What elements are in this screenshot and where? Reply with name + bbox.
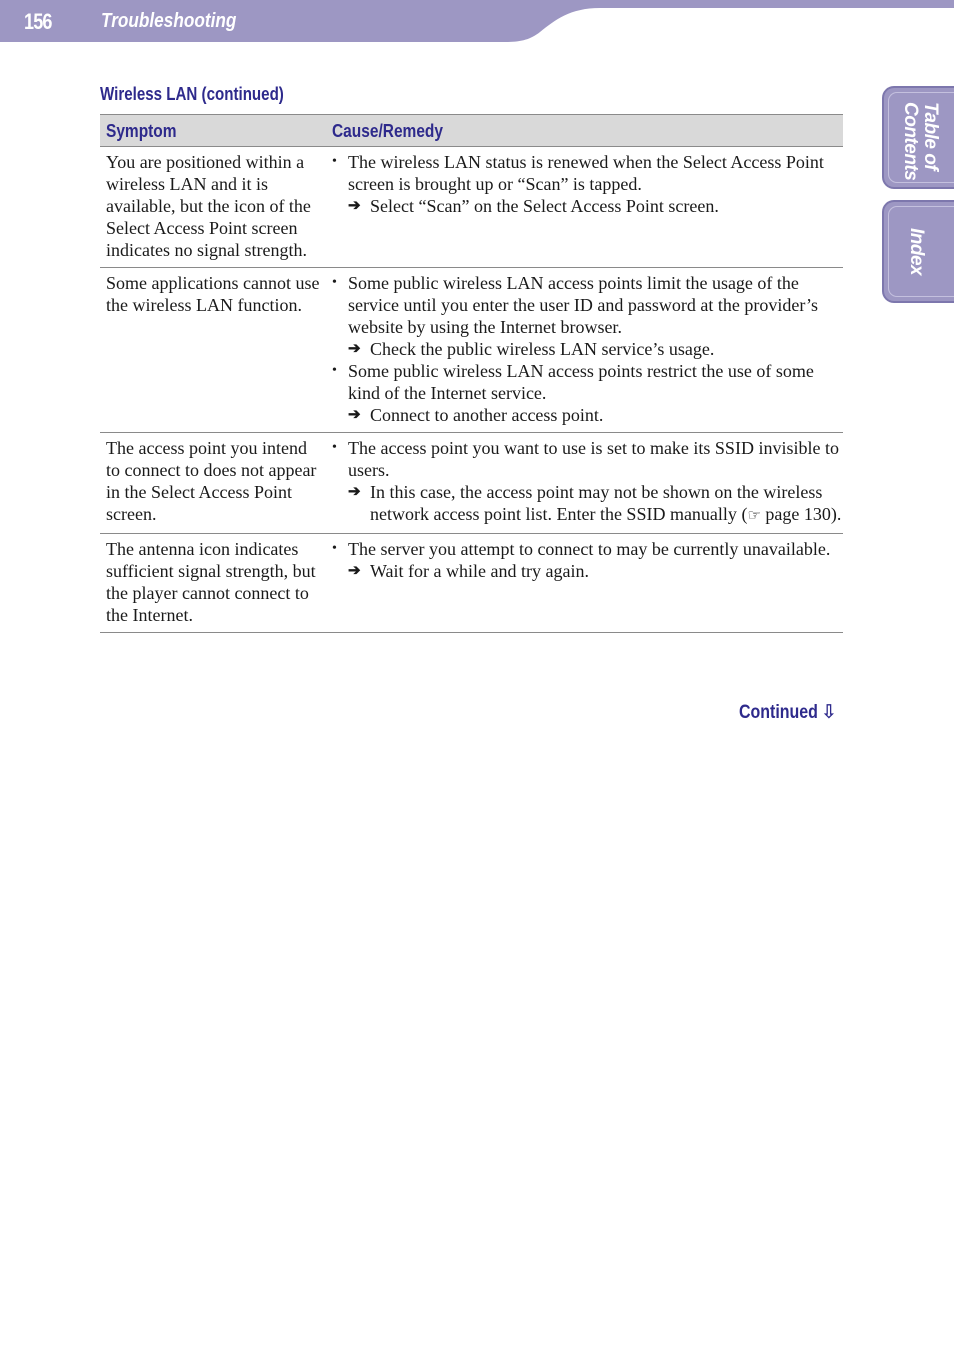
cause-item: • The server you attempt to connect to may be currently unavailable. [332,539,831,559]
remedy-item: ➔ Connect to another access point. [348,405,604,425]
remedy-item: ➔ Check the public wireless LAN service’s usage. [348,339,715,359]
remedy-item: ➔ Wait for a while and try again. [348,561,589,581]
table-row [100,268,843,433]
symptom-cell: You are positioned within a wireless LAN and it is available, but the icon of the Select Access Point screen indicates no signal strength. [100,147,326,268]
symptom-cell: Some applications cannot use the wireless LAN function. [100,268,326,433]
bullet-icon: • [332,154,337,169]
bullet-icon: • [332,541,337,556]
symptom-cell: The access point you intend to connect to does not appear in the Select Access Point screen. [100,433,326,534]
arrow-right-icon: ➔ [348,407,361,423]
cause-item: • The access point you want to use is set to make its SSID invisible to users. [332,438,839,480]
table-of-contents-label: Table of Contents [900,102,941,181]
bullet-icon: • [332,275,337,290]
cause-item: • The wireless LAN status is renewed when the Select Access Point screen is brought up or “Scan” is tapped. [332,152,824,194]
cause-remedy-cell [326,433,843,534]
cause-remedy-cell [326,534,843,633]
cause-item: • Some public wireless LAN access points restrict the use of some kind of the Internet service. [332,361,814,403]
bullet-icon: • [332,363,337,378]
continued-label: Continued [739,701,818,723]
index-label: Index [906,228,927,276]
symptom-cell: The antenna icon indicates sufficient signal strength, but the player cannot connect to the Internet. [100,534,326,633]
subheading: Wireless LAN (continued) [100,84,284,104]
continued-link[interactable] [739,701,837,724]
symptom-header: Symptom [100,115,326,147]
arrow-down-icon: ⇩ [820,702,837,723]
cause-remedy-header: Cause/Remedy [326,115,843,147]
page-130-link[interactable]: page 130). [765,504,842,524]
arrow-right-icon: ➔ [348,341,361,357]
page-number: 156 [24,9,52,34]
table-row [100,534,843,633]
cause-remedy-cell [326,147,843,268]
arrow-right-icon: ➔ [348,198,361,214]
bullet-icon: • [332,440,337,455]
arrow-right-icon: ➔ [348,563,361,579]
cause-remedy-cell [326,268,843,433]
arrow-right-icon: ➔ [348,484,361,500]
troubleshooting-table [100,114,843,633]
page-reference-icon: ☞ [747,508,761,524]
table-row [100,147,843,268]
table-header-row [100,115,843,147]
index-tab[interactable] [882,200,954,303]
cause-item: • Some public wireless LAN access points limit the usage of the service until you enter the user ID and password at the provider’s website by using the Internet browser. [332,273,819,337]
remedy-item: ➔ In this case, the access point may not be shown on the wireless network access point list. Enter the SSID manually (☞ page 130). [348,482,842,524]
remedy-item: ➔ Select “Scan” on the Select Access Point screen. [348,196,719,216]
table-row [100,433,843,534]
section-title: Troubleshooting [101,10,237,32]
table-of-contents-tab[interactable] [882,86,954,189]
